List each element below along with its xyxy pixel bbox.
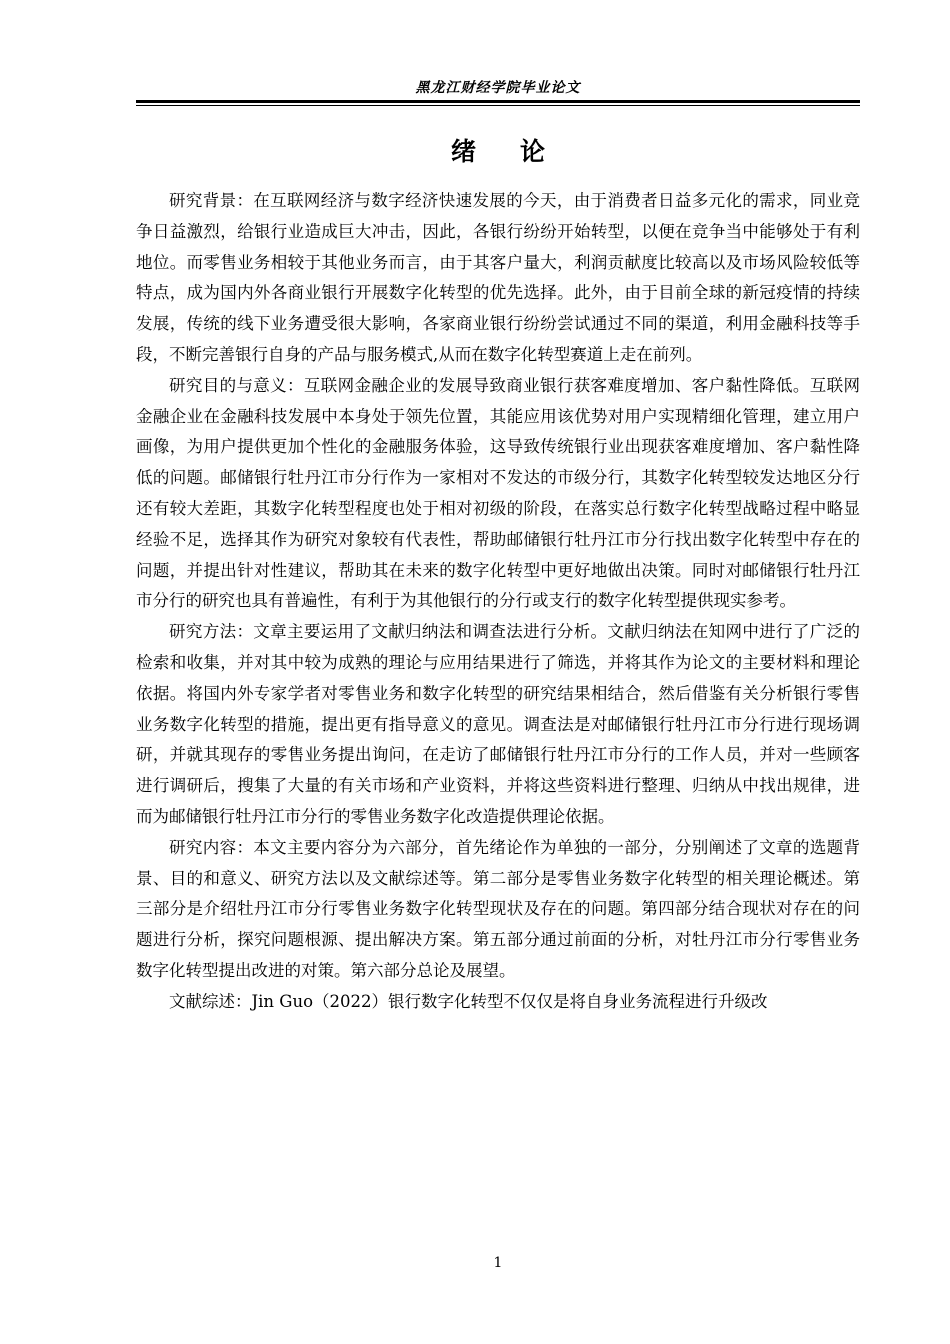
body-text <box>136 186 860 1018</box>
running-header: 黑龙江财经学院毕业论文 <box>415 80 581 96</box>
paragraph-research-methods: 研究方法：文章主要运用了文献归纳法和调查法进行分析。文献归纳法在知网中进行了广泛的检索和收集，并对其中较为成熟的理论与应用结果进行了筛选，并将其作为论文的主要材料和理论依据。将国内外专家学者对零售业务和数字化转型的研究结果相结合，然后借鉴有关分析银行零售业务数字化转型的措施，提出更有指导意义的意见。调查法是对邮储银行牡丹江市分行进行现场调研，并就其现存的零售业务提出询问，在走访了邮储银行牡丹江市分行的工作人员，并对一些顾客进行调研后，搜集了大量的有关市场和产业资料，并将这些资料进行整理、归纳从中找出规律，进而为邮储银行牡丹江市分行的零售业务数字化改造提供理论依据。 <box>136 622 860 826</box>
paragraph-research-content: 研究内容：本文主要内容分为六部分，首先绪论作为单独的一部分，分别阐述了文章的选题背景、目的和意义、研究方法以及文献综述等。第二部分是零售业务数字化转型的相关理论概述。第三部分是介绍牡丹江市分行零售业务数字化转型现状及存在的问题。第四部分结合现状对存在的问题进行分析，探究问题根源、提出解决方案。第五部分通过前面的分析，对牡丹江市分行零售业务数字化转型提出改进的对策。第六部分总论及展望。 <box>136 837 860 980</box>
chapter-title-part-2: 论 <box>520 137 546 166</box>
chapter-title-part-1: 绪 <box>450 137 476 166</box>
header-rule-thin <box>136 105 860 106</box>
header-rule-thick <box>136 100 860 103</box>
paragraph-research-background: 研究背景：在互联网经济与数字经济快速发展的今天，由于消费者日益多元化的需求，同业竞争日益激烈，给银行业造成巨大冲击，因此，各银行纷纷开始转型，以便在竞争当中能够处于有利地位。而零售业务相较于其他业务而言，由于其客户量大，利润贡献度比较高以及市场风险较低等特点，成为国内外各商业银行开展数字化转型的优先选择。此外，由于目前全球的新冠疫情的持续发展，传统的线下业务遭受很大影响，各家商业银行纷纷尝试通过不同的渠道，利用金融科技等手段，不断完善银行自身的产品与服务模式,从而在数字化转型赛道上走在前列。 <box>136 191 860 364</box>
page-number: 1 <box>493 1255 503 1271</box>
chapter-title <box>136 134 860 170</box>
paragraph-research-purpose: 研究目的与意义：互联网金融企业的发展导致商业银行获客难度增加、客户黏性降低。互联网金融企业在金融科技发展中本身处于领先位置，其能应用该优势对用户实现精细化管理，建立用户画像，为用户提供更加个性化的金融服务体验，这导致传统银行业出现获客难度增加、客户黏性降低的问题。邮储银行牡丹江市分行作为一家相对不发达的市级分行，其数字化转型较发达地区分行还有较大差距，其数字化转型程度也处于相对初级的阶段，在落实总行数字化转型战略过程中略显经验不足，选择其作为研究对象较有代表性，帮助邮储银行牡丹江市分行找出数字化转型中存在的问题，并提出针对性建议，帮助其在未来的数字化转型中更好地做出决策。同时对邮储银行牡丹江市分行的研究也具有普遍性，有利于为其他银行的分行或支行的数字化转型提供现实参考。 <box>136 375 860 611</box>
paragraph-literature-review: 文献综述：Jin Guo（2022）银行数字化转型不仅仅是将自身业务流程进行升级改 <box>169 991 768 1011</box>
